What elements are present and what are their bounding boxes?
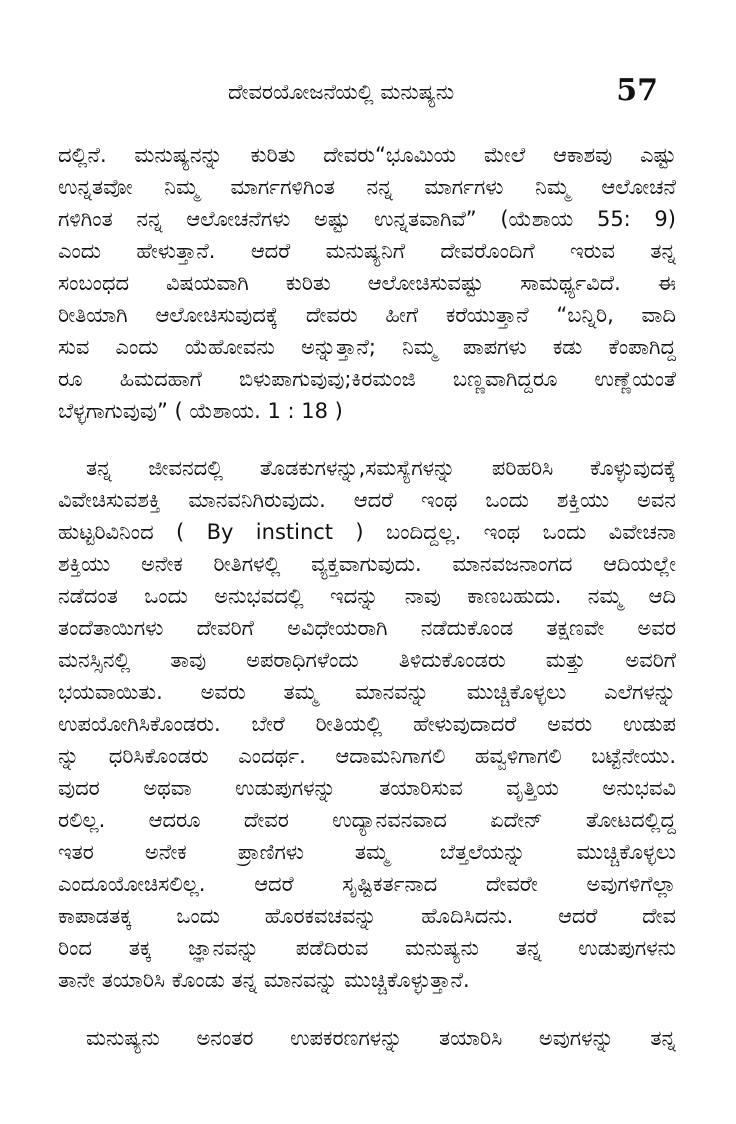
text-line: ಮನಸ್ಸಿನಲ್ಲಿ ತಾವು ಅಪರಾಧಿಗಳೆಂದು ತಿಳಿದುಕೊಂಡರು ಮತ್ತು ಅವರಿಗೆ [58, 648, 676, 672]
text-line: ಹುಟ್ಟರಿವಿನಿಂದ ( By instinct ) ಬಂದಿದ್ದಲ್ಲ. ಇಂಥ ಒಂದು ವಿವೇಚನಾ [58, 520, 676, 544]
text-line: ತಂದೆತಾಯಿಗಳು ದೇವರಿಗೆ ಅವಿಧೇಯರಾಗಿ ನಡೆದುಕೊಂಡ ತಕ್ಷಣವೇ ಅವರ [58, 616, 676, 640]
text-line: ವುದರ ಅಥವಾ ಉಡುಪುಗಳನ್ನು ತಯಾರಿಸುವ ವೃತ್ತಿಯ ಅನುಭವವಿ [58, 776, 676, 800]
text-line: ರೂ ಹಿಮದಹಾಗೆ ಬಿಳುಪಾಗುವುವು;ಕಿರಮಂಜಿ ಬಣ್ಣವಾಗಿದ್ದರೂ ಉಣ್ಣೆಯಂತೆ [58, 367, 676, 391]
text-line: ರಿಂದ ತಕ್ಕ ಜ್ಞಾನವನ್ನು ಪಡೆದಿರುವ ಮನುಷ್ಯನು ತನ್ನ ಉಡುಪುಗಳನು [58, 936, 676, 960]
text-line: ಎಂದು ಹೇಳುತ್ತಾನೆ. ಆದರೆ ಮನುಷ್ಯನಿಗೆ ದೇವರೊಂದಿಗೆ ಇರುವ ತನ್ನ [58, 239, 676, 263]
text-line: ರಲಿಲ್ಲ. ಆದರೂ ದೇವರ ಉದ್ಯಾನವನವಾದ ಏದೇನ್ ತೋಟದಲ್ಲಿದ್ದ [58, 808, 676, 832]
text-line: ದಲ್ಲಿನೆ. ಮನುಷ್ಯನನ್ನು ಕುರಿತು ದೇವರು“ಭೂಮಿಯ ಮೇಲೆ ಆಕಾಶವು ಎಷ್ಟು [58, 143, 676, 167]
text-line: ತನ್ನ ಜೀವನದಲ್ಲಿ ತೊಡಕುಗಳನ್ನು,ಸಮಸ್ಯೆಗಳನ್ನು ಪರಿಹರಿಸಿ ಕೊಳ್ಳುವುದಕ್ಕೆ [86, 456, 676, 480]
text-line: ಸಂಬಂಧದ ವಿಷಯವಾಗಿ ಕುರಿತು ಆಲೋಚಿಸುವಷ್ಟು ಸಾಮರ್ಥ್ಯವಿದೆ. ಈ [58, 271, 676, 295]
text-line: ಎಂದೂಯೋಚಿಸಲಿಲ್ಲ. ಆದರೆ ಸೃಷ್ಟಿಕರ್ತನಾದ ದೇವರೇ ಅವುಗಳಿಗೆಲ್ಲಾ [58, 872, 676, 896]
text-line: ಉಪಯೋಗಿಸಿಕೊಂಡರು. ಬೇರೆ ರೀತಿಯಲ್ಲಿ ಹೇಳುವುದಾದರೆ ಅವರು ಉಡುಪ [58, 712, 676, 736]
text-line: ಕಾಪಾಡತಕ್ಕ ಒಂದು ಹೊರಕವಚವನ್ನು ಹೊದಿಸಿದನು. ಆದರೆ ದೇವ [58, 904, 676, 928]
text-line: ಭಯವಾಯಿತು. ಅವರು ತಮ್ಮ ಮಾನವನ್ನು ಮುಚ್ಚಿಕೊಳ್ಳಲು ಎಲೆಗಳನ್ನು [58, 680, 676, 704]
text-line: ಉನ್ನತವೋ ನಿಮ್ಮ ಮಾರ್ಗಗಳಿಗಿಂತ ನನ್ನ ಮಾರ್ಗಗಳು ನಿಮ್ಮ ಆಲೋಚನೆ [58, 175, 676, 199]
text-line: ಗಳಿಗಿಂತ ನನ್ನ ಆಲೋಚನೆಗಳು ಅಷ್ಟು ಉನ್ನತವಾಗಿವೆ” (ಯೆಶಾಯ 55: 9) [58, 207, 676, 231]
text-line: ನ್ನು ಧರಿಸಿಕೊಂಡರು ಎಂದರ್ಥ. ಆದಾಮನಿಗಾಗಲಿ ಹವ್ವಳಿಗಾಗಲಿ ಬಟ್ಟೆನೇಯು. [58, 744, 676, 768]
text-line: ವಿವೇಚಿಸುವಶಕ್ತಿ ಮಾನವನಿಗಿರುವುದು. ಆದರೆ ಇಂಥ ಒಂದು ಶಕ್ತಿಯು ಅವನ [58, 488, 676, 512]
text-line: ಮನುಷ್ಯನು ಅನಂತರ ಉಪಕರಣಗಳನ್ನು ತಯಾರಿಸಿ ಅವುಗಳನ್ನು ತನ್ನ [86, 1026, 676, 1050]
text-line: ಶಕ್ತಿಯು ಅನೇಕ ರೀತಿಗಳಲ್ಲಿ ವ್ಯಕ್ತವಾಗುವುದು. ಮಾನವಜನಾಂಗದ ಆದಿಯಲ್ಲೇ [58, 552, 676, 576]
text-line: ತಾನೇ ತಯಾರಿಸಿ ಕೊಂಡು ತನ್ನ ಮಾನವನ್ನು ಮುಚ್ಚಿಕೊಳ್ಳುತ್ತಾನೆ. [58, 968, 470, 992]
page-number: 57 [616, 73, 658, 108]
text-line: ಸುವ ಎಂದು ಯೆಹೋವನು ಅನ್ನುತ್ತಾನೆ; ನಿಮ್ಮ ಪಾಪಗಳು ಕಡು ಕೆಂಪಾಗಿದ್ದ [58, 335, 676, 359]
text-line: ಇತರ ಅನೇಕ ಪ್ರಾಣಿಗಳು ತಮ್ಮ ಬೆತ್ತಲೆಯನ್ನು ಮುಚ್ಚಿಕೊಳ್ಳಲು [58, 840, 676, 864]
text-line: ನಡೆದಂತ ಒಂದು ಅನುಭವದಲ್ಲಿ ಇದನ್ನು ನಾವು ಕಾಣಬಹುದು. ನಮ್ಮ ಆದಿ [58, 584, 676, 608]
text-line: ಬೆಳ್ಳಗಾಗುವುವು” ( ಯೆಶಾಯ. 1 : 18 ) [58, 399, 343, 423]
running-title: ದೇವರಯೋಜನೆಯಲ್ಲಿ ಮನುಷ್ಯನು [228, 80, 455, 104]
text-line: ರೀತಿಯಾಗಿ ಆಲೋಚಿಸುವುದಕ್ಕೆ ದೇವರು ಹೀಗೆ ಕರೆಯುತ್ತಾನೆ “ಬನ್ನಿರಿ, ವಾದಿ [58, 303, 676, 327]
